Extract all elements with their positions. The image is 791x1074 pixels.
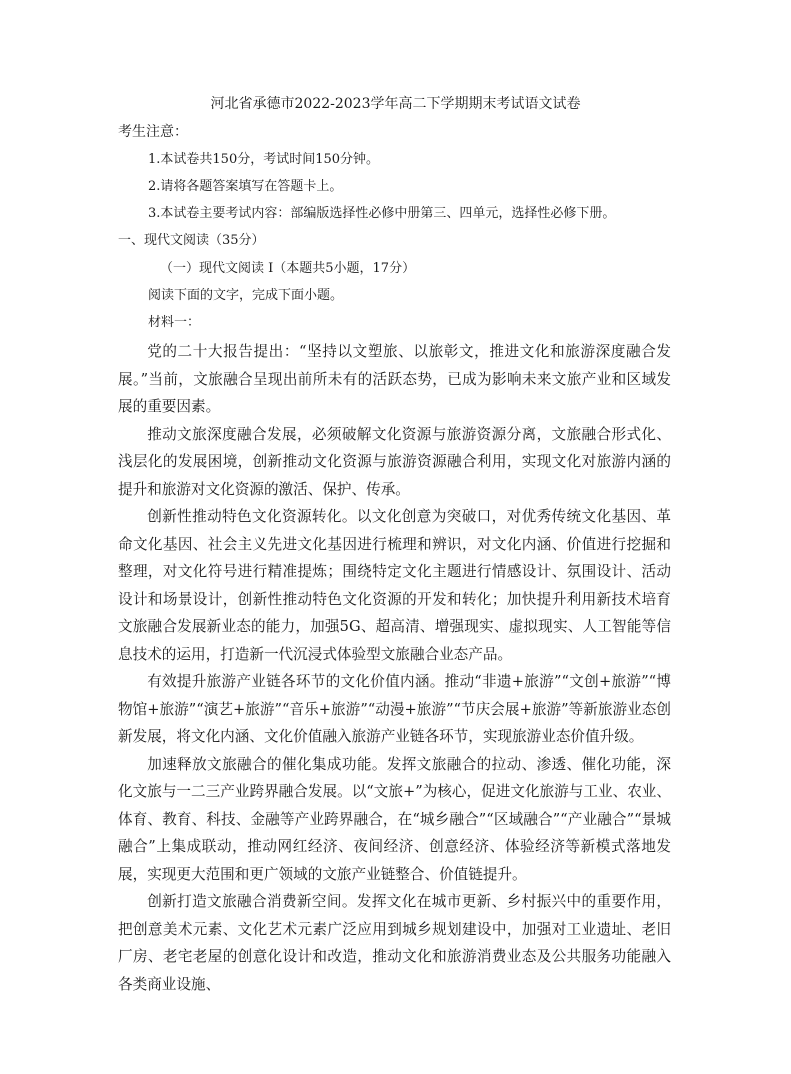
notice-heading: 考生注意： [118,124,188,140]
paragraph: 有效提升旅游产业链各环节的文化价值内涵。推动“非遗+旅游”“文创+旅游”“博物馆+旅游”“演艺+旅游”“音乐+旅游”“动漫+旅游”“节庆会展+旅游”等新旅游业态创新发展，将文化内涵、文化价值融入旅游产业链各环节，实现旅游业态价值升级。 [118,673,671,745]
notice-item-1: 1.本试卷共150分，考试时间150分钟。 [148,152,380,167]
notice-item-2: 2.请将各题答案填写在答题卡上。 [148,179,343,194]
subsection-heading: （一）现代文阅读 I（本题共5小题，17分） [160,261,416,276]
section-heading: 一、现代文阅读（35分） [118,233,265,248]
article-body [118,338,671,998]
notice-item-3: 3.本试卷主要考试内容：部编版选择性必修中册第三、四单元，选择性必修下册。 [148,206,616,221]
paragraph: 创新打造文旅融合消费新空间。发挥文化在城市更新、乡村振兴中的重要作用，把创意美术元素、文化艺术元素广泛应用到城乡规划建设中，加强对工业遗址、老旧厂房、老宅老屋的创意化设计和改造，推动文化和旅游消费业态及公共服务功能融入各类商业设施、 [118,893,671,993]
paragraph: 党的二十大报告提出：“坚持以文塑旅、以旅彰文，推进文化和旅游深度融合发展。”当前，文旅融合呈现出前所未有的活跃态势，已成为影响未来文旅产业和区域发展的重要因素。 [118,343,671,415]
instruction-text: 阅读下面的文字，完成下面小题。 [148,288,344,303]
paragraph: 创新性推动特色文化资源转化。以文化创意为突破口，对优秀传统文化基因、革命文化基因、社会主义先进文化基因进行梳理和辨识，对文化内涵、价值进行挖掘和整理，对文化符号进行精准提炼；围绕特定文化主题进行情感设计、氛围设计、活动设计和场景设计，创新性推动特色文化资源的开发和转化；加快提升利用新技术培育文旅融合发展新业态的能力，加强5G、超高清、增强现实、虚拟现实、人工智能等信息技术的运用，打造新一代沉浸式体验型文旅融合业态产品。 [118,508,671,663]
paragraph: 推动文旅深度融合发展，必须破解文化资源与旅游资源分离，文旅融合形式化、浅层化的发展困境，创新推动文化资源与旅游资源融合利用，实现文化对旅游内涵的提升和旅游对文化资源的激活、保护、传承。 [118,425,671,498]
exam-title: 河北省承德市2022-2023学年高二下学期期末考试语文试卷 [210,96,581,112]
material-label: 材料一： [148,315,201,330]
paragraph: 加速释放文旅融合的催化集成功能。发挥文旅融合的拉动、渗透、催化功能，深化文旅与一二三产业跨界融合发展。以“文旅+”为核心，促进文化旅游与工业、农业、体育、教育、科技、金融等产业跨界融合，在“城乡融合”“区域融合”“产业融合”“景城融合”上集成联动，推动网红经济、夜间经济、创意经济、体验经济等新模式落地发展，实现更大范围和更广领域的文旅产业链整合、价值链提升。 [118,755,671,883]
